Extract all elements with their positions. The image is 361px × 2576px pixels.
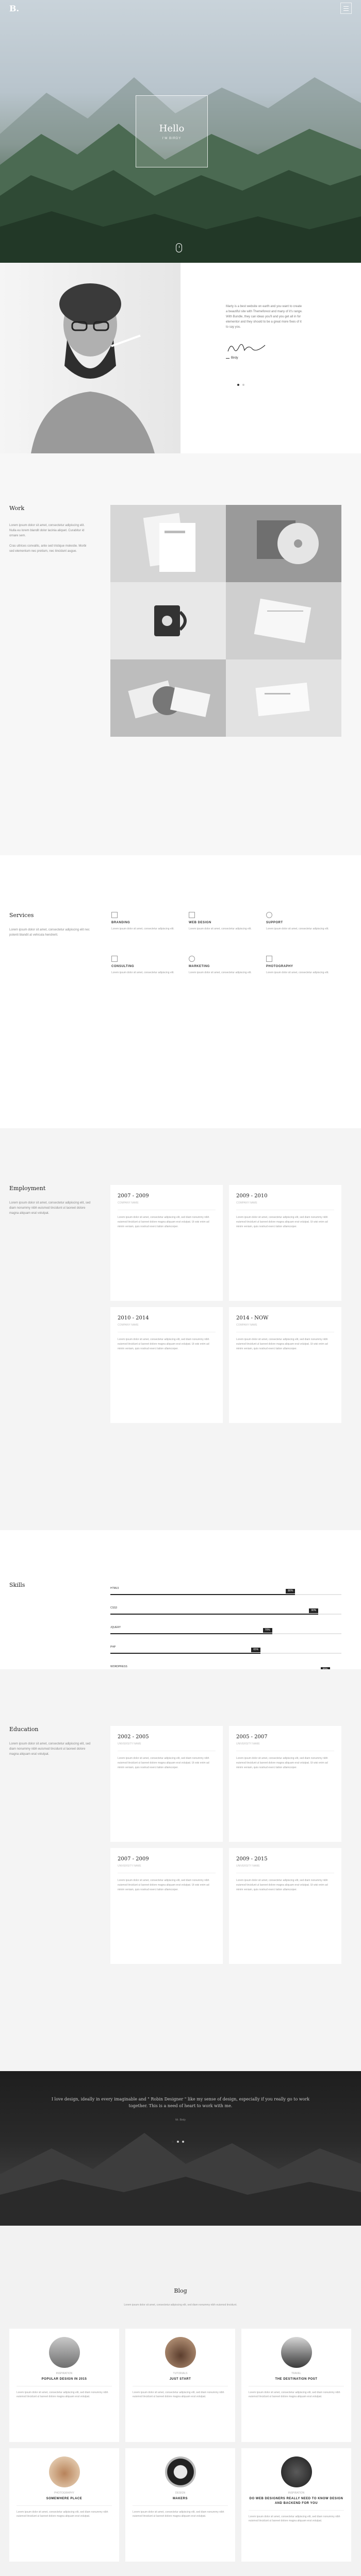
- education-card: 2005 - 2007 UNIVERSITY NAME Lorem ipsum dolor sit amet, consectetur adipiscing elit, sed diam nonummy nibh euismod tincidunt ut laoreet dolore magna aliquam erat volutpat. Ut wisi enim ad minim veniam, quis nostrud exerci tation ullamcorper.: [229, 1726, 341, 1842]
- section-desc: Lorem ipsum dolor sit amet, consectetur adipiscing elit, sed diam nonummy nibh euismod tincidunt ut laoreet dolore magna aliquam erat volutpat.: [9, 1742, 91, 1756]
- employment-card: 2014 - NOW COMPANY NAME Lorem ipsum dolor sit amet, consectetur adipiscing elit, sed diam nonummy nibh euismod tincidunt ut laoreet dolore magna aliquam erat volutpat. Ut wisi enim ad minim veniam, quis nostrud exerci tation ullamcorper.: [229, 1307, 341, 1423]
- quote-text: I love design, ideally in every imaginable and " Robin Designer " like my sense of design, especially if you really go to work together. This is a need of heart to work with me.: [51, 2097, 310, 2108]
- skills-section: [0, 1530, 361, 1669]
- portfolio-grid: [110, 505, 341, 737]
- skill-label: PHP: [110, 1646, 116, 1649]
- about-text: Marty is a best website on earth and you want to create a beautiful site with Themeforest and many of it's range. With Bundle, they can ideas you'll and you get all in for elementor and they should to be a great more fixes of it to say you.: [226, 305, 303, 329]
- slider-dot[interactable]: [182, 2141, 184, 2143]
- quote-author: Mr. Birdy: [175, 2119, 186, 2122]
- hero-box: [136, 95, 208, 167]
- skill-percent: 80%: [286, 1589, 295, 1594]
- bulb-icon: [189, 956, 195, 962]
- briefcase-icon: [111, 912, 118, 918]
- signature-image: [226, 340, 267, 355]
- phone-icon: [266, 912, 272, 918]
- skill-label: JQUERY: [110, 1626, 121, 1629]
- skill-percent: 90%: [309, 1608, 318, 1613]
- portrait-photo: [0, 263, 180, 453]
- menu-button[interactable]: [340, 3, 352, 14]
- blog-post[interactable]: TRAVEL THE DESTINATION POST Lorem ipsum dolor sit amet, consectetur adipiscing elit, sed diam nonummy nibh euismod tincidunt ut laoreet dolore magna aliquam erat volutpat.: [241, 2329, 351, 2442]
- post-thumbnail: [281, 2337, 312, 2368]
- slider-dot[interactable]: [177, 2141, 179, 2143]
- post-thumbnail: [281, 2456, 312, 2487]
- employment-card: 2010 - 2014 COMPANY NAME Lorem ipsum dolor sit amet, consectetur adipiscing elit, sed diam nonummy nibh euismod tincidunt ut laoreet dolore magna aliquam erat volutpat. Ut wisi enim ad minim veniam, quis nostrud exerci tation ullamcorper.: [110, 1307, 223, 1423]
- service-item: WEB DESIGN Lorem ipsum dolor sit amet, consectetur adipiscing elit.: [188, 912, 265, 931]
- top-nav: [0, 0, 361, 16]
- portfolio-item[interactable]: [226, 505, 341, 582]
- quote-section: [0, 2071, 361, 2226]
- work-section: [0, 453, 361, 855]
- scroll-down-icon[interactable]: [176, 243, 182, 252]
- section-title: Education: [9, 1726, 39, 1733]
- section-title: Employment: [9, 1185, 46, 1192]
- book-icon: [266, 956, 272, 962]
- skill-bar: [110, 1646, 341, 1665]
- post-thumbnail: [49, 2337, 80, 2368]
- service-item: SUPPORT Lorem ipsum dolor sit amet, consectetur adipiscing elit.: [265, 912, 342, 931]
- skill-label: HTML5: [110, 1587, 119, 1590]
- about-slider-dots: [237, 384, 244, 386]
- employment-card: 2009 - 2010 COMPANY NAME Lorem ipsum dolor sit amet, consectetur adipiscing elit, sed diam nonummy nibh euismod tincidunt ut laoreet dolore magna aliquam erat volutpat. Ut wisi enim ad minim veniam, quis nostrud exerci tation ullamcorper.: [229, 1185, 341, 1301]
- services-grid: [110, 912, 341, 975]
- section-desc: Lorem ipsum dolor sit amet, consectetur adipiscing elit, sed diam nonummy nibh euismod tincidunt ut laoreet dolore magna aliquam erat volutpat.: [9, 1201, 91, 1215]
- post-thumbnail: [165, 2456, 196, 2487]
- portfolio-item[interactable]: [110, 582, 226, 659]
- section-desc: Lorem ipsum dolor sit amet, consectetur adipiscing elit, sed diam nonummy nibh euismod tincidunt.: [124, 2303, 237, 2307]
- service-item: BRANDING Lorem ipsum dolor sit amet, consectetur adipiscing elit.: [110, 912, 188, 931]
- education-card: 2007 - 2009 UNIVERSITY NAME Lorem ipsum dolor sit amet, consectetur adipiscing elit, sed diam nonummy nibh euismod tincidunt ut laoreet dolore magna aliquam erat volutpat. Ut wisi enim ad minim veniam, quis nostrud exerci tation ullamcorper.: [110, 1848, 223, 1964]
- service-item: CONSULTING Lorem ipsum dolor sit amet, consectetur adipiscing elit.: [110, 956, 188, 975]
- post-thumbnail: [49, 2456, 80, 2487]
- skill-fill: [110, 1594, 295, 1595]
- slider-dot[interactable]: [242, 384, 244, 386]
- quote-slider-dots: [172, 2141, 184, 2143]
- blog-post[interactable]: INSPIRATION DO WEB DESIGNERS REALLY NEED TO KNOW DESIGN AND BACKEND FOR YOU Lorem ipsum dolor sit amet, consectetur adipiscing elit, sed diam nonummy nibh euismod tincidunt ut laoreet dolore magna aliquam erat volutpat.: [241, 2448, 351, 2562]
- slider-dot[interactable]: [172, 2141, 174, 2143]
- section-desc: Lorem ipsum dolor sit amet, consectetur adipiscing elit nec potenti blandit at vehicula hendrerit.: [9, 928, 90, 937]
- skill-label: CSS3: [110, 1606, 118, 1609]
- portfolio-item[interactable]: [110, 659, 226, 737]
- skill-fill: [110, 1633, 272, 1634]
- employment-section: [0, 1128, 361, 1530]
- portfolio-item[interactable]: [226, 659, 341, 737]
- education-section: [0, 1669, 361, 2071]
- section-desc: Cras ultrices convallis, ante sed tristique molestie. Morbi sed elementum nec pretium, nec tincidunt augue.: [9, 545, 87, 553]
- hero-subtitle: I'M BIRDY: [162, 137, 182, 140]
- skill-bar: [110, 1626, 341, 1646]
- hamburger-icon: [343, 6, 349, 7]
- skill-bar: [110, 1606, 341, 1626]
- skill-percent: 65%: [251, 1648, 260, 1652]
- section-desc: Lorem ipsum dolor sit amet, consectetur adipiscing elit. Nulla eu lorem blandit dolor lacinia aliquet. Curabitur id ornare sem.: [9, 524, 85, 537]
- slider-dot[interactable]: [237, 384, 239, 386]
- post-thumbnail: [165, 2337, 196, 2368]
- blog-section: [0, 2226, 361, 2576]
- skill-bar: [110, 1587, 341, 1606]
- skill-fill: [110, 1614, 318, 1615]
- section-title: Skills: [9, 1582, 25, 1588]
- pencil-icon: [111, 956, 118, 962]
- education-card: 2002 - 2005 UNIVERSITY NAME Lorem ipsum dolor sit amet, consectetur adipiscing elit, sed diam nonummy nibh euismod tincidunt ut laoreet dolore magna aliquam erat volutpat. Ut wisi enim ad minim veniam, quis nostrud exerci tation ullamcorper.: [110, 1726, 223, 1842]
- employment-cards: [110, 1185, 341, 1423]
- section-title: Work: [9, 505, 25, 512]
- blog-post[interactable]: DESIGN MAKERS Lorem ipsum dolor sit amet, consectetur adipiscing elit, sed diam nonummy nibh euismod tincidunt ut laoreet dolore magna aliquam erat volutpat.: [125, 2448, 235, 2562]
- skill-fill: [110, 1653, 260, 1654]
- blog-post[interactable]: INSPIRATION POPULAR DESIGN IN 2015 Lorem ipsum dolor sit amet, consectetur adipiscing elit, sed diam nonummy nibh euismod tincidunt ut laoreet dolore magna aliquam erat volutpat.: [9, 2329, 119, 2442]
- skill-label: WORDPRESS: [110, 1665, 127, 1668]
- employment-card: 2007 - 2009 COMPANY NAME Lorem ipsum dolor sit amet, consectetur adipiscing elit, sed diam nonummy nibh euismod tincidunt ut laoreet dolore magna aliquam erat volutpat. Ut wisi enim ad minim veniam, quis nostrud exerci tation ullamcorper.: [110, 1185, 223, 1301]
- skill-percent: 70%: [263, 1628, 272, 1633]
- education-cards: [110, 1726, 341, 1964]
- blog-post[interactable]: TUTORIALS JUST START Lorem ipsum dolor sit amet, consectetur adipiscing elit, sed diam nonummy nibh euismod tincidunt ut laoreet dolore magna aliquam erat volutpat.: [125, 2329, 235, 2442]
- services-section: [0, 855, 361, 1128]
- service-item: PHOTOGRAPHY Lorem ipsum dolor sit amet, consectetur adipiscing elit.: [265, 956, 342, 975]
- web-icon: [189, 912, 195, 918]
- service-item: MARKETING Lorem ipsum dolor sit amet, consectetur adipiscing elit.: [188, 956, 265, 975]
- about-section: [0, 263, 361, 453]
- portfolio-item[interactable]: [110, 505, 226, 582]
- author-name: Birdy: [231, 357, 238, 360]
- blog-posts: [9, 2329, 352, 2562]
- portfolio-item[interactable]: [226, 582, 341, 659]
- hero-title: Hello: [159, 123, 185, 134]
- education-card: 2009 - 2015 UNIVERSITY NAME Lorem ipsum dolor sit amet, consectetur adipiscing elit, sed diam nonummy nibh euismod tincidunt ut laoreet dolore magna aliquam erat volutpat. Ut wisi enim ad minim veniam, quis nostrud exerci tation ullamcorper.: [229, 1848, 341, 1964]
- logo[interactable]: B.: [9, 3, 20, 13]
- section-title: Services: [9, 912, 34, 919]
- mountain-silhouette-image: [0, 2071, 361, 2226]
- blog-post[interactable]: PHOTOGRAPHY SOMEWHERE PLACE Lorem ipsum dolor sit amet, consectetur adipiscing elit, sed diam nonummy nibh euismod tincidunt ut laoreet dolore magna aliquam erat volutpat.: [9, 2448, 119, 2562]
- hero: [0, 0, 361, 263]
- section-title: Blog: [174, 2287, 187, 2294]
